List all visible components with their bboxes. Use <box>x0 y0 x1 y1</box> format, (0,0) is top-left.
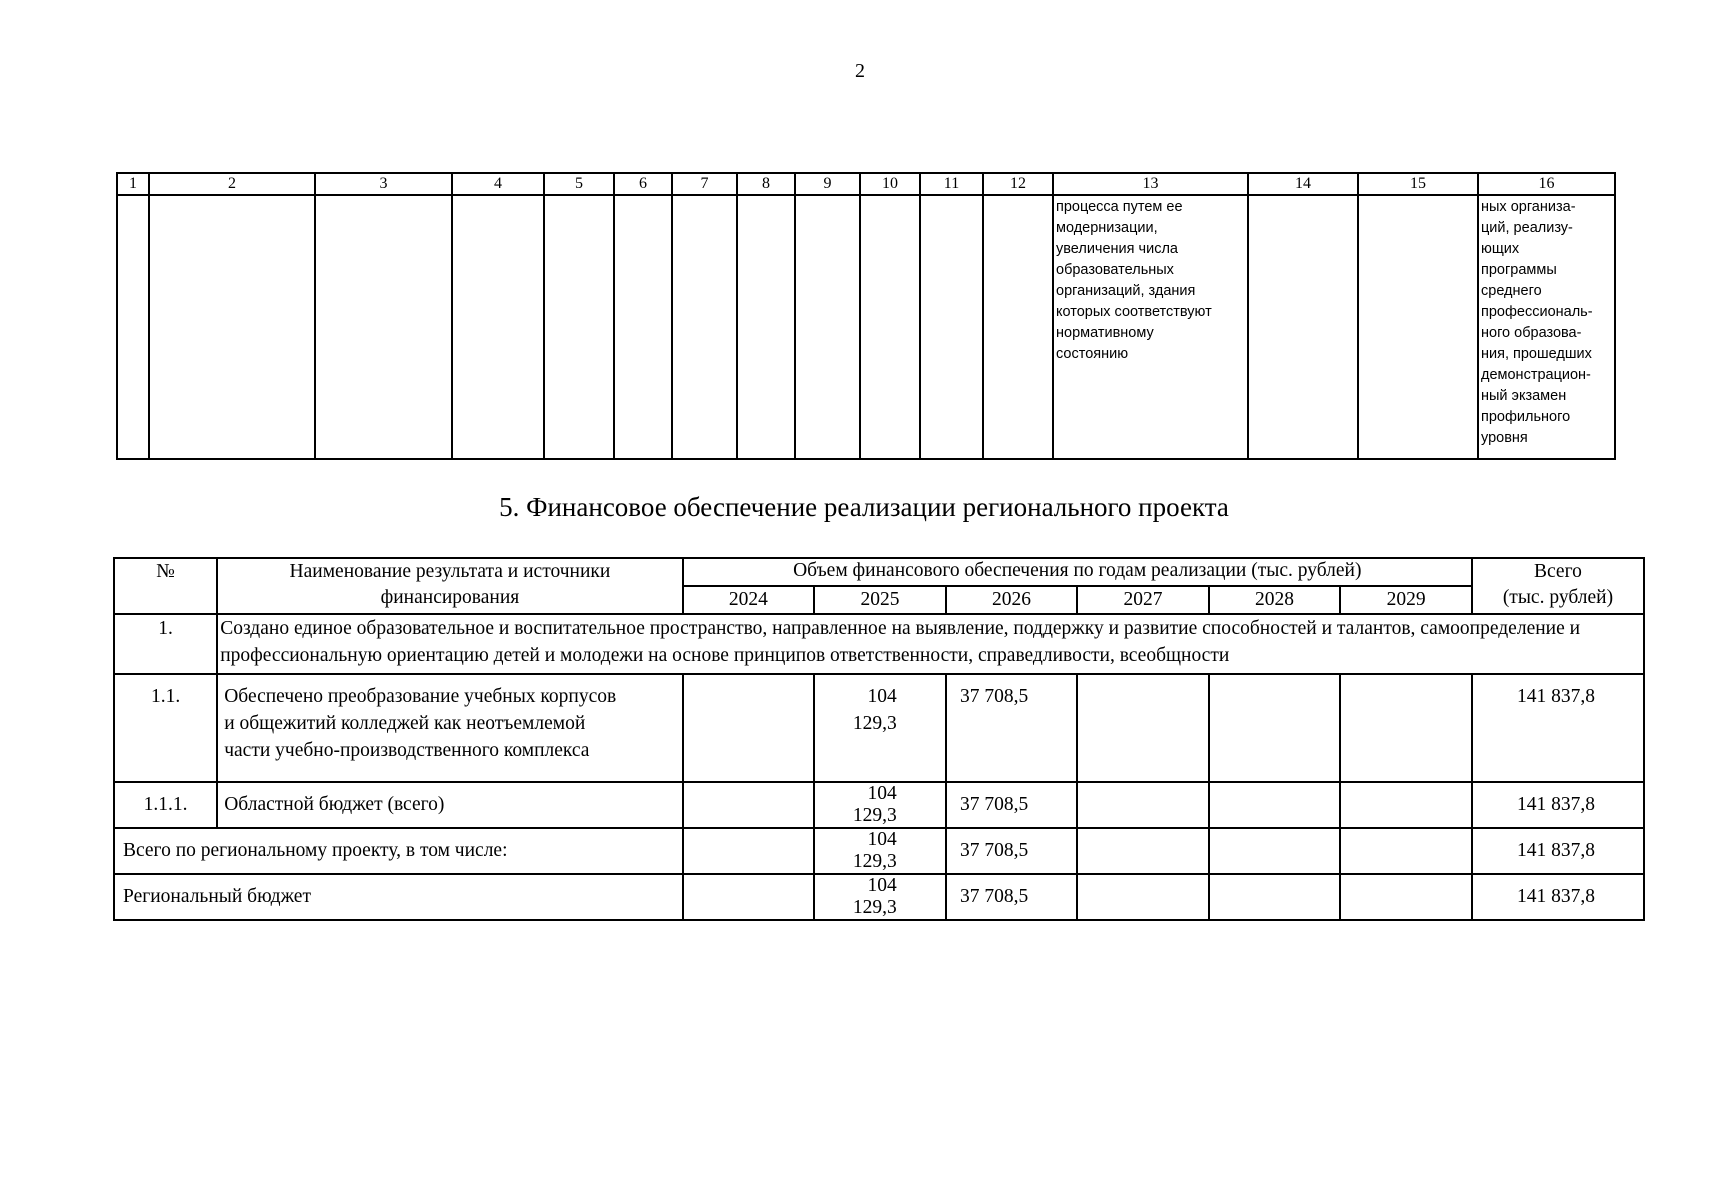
regional-row <box>114 874 1644 920</box>
year-header: 2029 <box>1340 586 1472 614</box>
value-cell <box>1340 828 1472 874</box>
table-row <box>114 674 1644 782</box>
row-index: 1. <box>114 614 217 674</box>
empty-cell <box>117 195 149 459</box>
value-cell: 37 708,5 <box>946 674 1078 782</box>
column-number: 1 <box>117 173 149 195</box>
total-cell: 141 837,8 <box>1472 874 1644 920</box>
column-number-row <box>117 173 1615 195</box>
total-cell: 141 837,8 <box>1472 828 1644 874</box>
header-total-line1: Всего <box>1534 561 1582 582</box>
value-cell: 104 129,3 <box>814 674 946 782</box>
row-name: Областной бюджет (всего) <box>217 782 682 828</box>
empty-cell <box>544 195 614 459</box>
column-number: 5 <box>544 173 614 195</box>
empty-cell <box>983 195 1053 459</box>
value-cell <box>683 674 815 782</box>
column-number: 15 <box>1358 173 1478 195</box>
empty-cell <box>452 195 544 459</box>
value-cell: 104 129,3 <box>814 874 946 920</box>
column-number: 11 <box>920 173 983 195</box>
header-total-line2: (тыс. рублей) <box>1502 587 1614 608</box>
value-cell <box>683 782 815 828</box>
empty-cell <box>672 195 737 459</box>
column-number: 6 <box>614 173 672 195</box>
col13-text: процесса путем ее модернизации, увеличения числа образовательных организаций, здания которых соответствуют нормативному состоянию <box>1056 199 1212 362</box>
section-title: 5. Финансовое обеспечение реализации регионального проекта <box>499 492 1229 522</box>
empty-cell <box>1248 195 1358 459</box>
value-cell <box>1209 674 1341 782</box>
column-number: 2 <box>149 173 315 195</box>
empty-cell <box>315 195 452 459</box>
empty-cell <box>1358 195 1478 459</box>
col13-cell <box>1053 195 1248 459</box>
empty-cell <box>737 195 795 459</box>
header-name <box>217 558 682 614</box>
column-number: 3 <box>315 173 452 195</box>
section-text: Создано единое образовательное и воспитательное пространство, направленное на выявление, поддержку и развитие способностей и талантов, самоопределение и профессиональную ориентацию детей и молодежи на основе принципов ответственности, справедливости, всеобщности <box>217 614 1644 674</box>
table-row <box>114 782 1644 828</box>
row-index: 1.1. <box>114 674 217 782</box>
column-number: 16 <box>1478 173 1615 195</box>
value-cell <box>683 828 815 874</box>
value-cell <box>1209 874 1341 920</box>
value-cell <box>1209 782 1341 828</box>
header-volume: Объем финансового обеспечения по годам реализации (тыс. рублей) <box>683 558 1472 586</box>
empty-cell <box>149 195 315 459</box>
value-cell <box>1077 874 1209 920</box>
col16-text: ных организа- ций, реализу- ющих программы среднего профессиональ- ного образова- ния, прошедших демонстрацион- ный экзамен профильного уровня <box>1481 199 1593 446</box>
total-cell: 141 837,8 <box>1472 674 1644 782</box>
col16-cell <box>1478 195 1615 459</box>
year-header: 2026 <box>946 586 1078 614</box>
value-cell <box>683 874 815 920</box>
total-row-label: Всего по региональному проекту, в том числе: <box>114 828 683 874</box>
header-name-line2: финансирования <box>380 587 520 608</box>
value-cell <box>1077 782 1209 828</box>
year-header: 2027 <box>1077 586 1209 614</box>
column-number: 14 <box>1248 173 1358 195</box>
section-row <box>114 614 1644 674</box>
value-cell: 104 129,3 <box>814 782 946 828</box>
continuation-body-row <box>117 195 1615 459</box>
row-name: Обеспечено преобразование учебных корпусов и общежитий колледжей как неотъемлемой части учебно-производственного комплекса <box>217 674 682 782</box>
column-number: 9 <box>795 173 860 195</box>
header-row <box>114 558 1644 586</box>
year-header: 2025 <box>814 586 946 614</box>
header-name-line1: Наименование результата и источники <box>289 561 611 582</box>
value-cell <box>1077 828 1209 874</box>
regional-row-label: Региональный бюджет <box>114 874 683 920</box>
column-number: 4 <box>452 173 544 195</box>
value-cell: 37 708,5 <box>946 874 1078 920</box>
column-number: 7 <box>672 173 737 195</box>
year-header: 2028 <box>1209 586 1341 614</box>
continuation-table <box>116 172 1616 460</box>
total-row <box>114 828 1644 874</box>
value-cell: 104 129,3 <box>814 828 946 874</box>
empty-cell <box>920 195 983 459</box>
empty-cell <box>614 195 672 459</box>
value-cell <box>1209 828 1341 874</box>
value-cell <box>1340 782 1472 828</box>
value-cell <box>1340 874 1472 920</box>
page-number: 2 <box>855 60 865 82</box>
column-number: 10 <box>860 173 920 195</box>
value-cell <box>1077 674 1209 782</box>
column-number: 13 <box>1053 173 1248 195</box>
column-number: 8 <box>737 173 795 195</box>
total-cell: 141 837,8 <box>1472 782 1644 828</box>
empty-cell <box>795 195 860 459</box>
finance-table <box>113 557 1645 921</box>
value-cell <box>1340 674 1472 782</box>
header-total <box>1472 558 1644 614</box>
value-cell: 37 708,5 <box>946 828 1078 874</box>
year-header: 2024 <box>683 586 815 614</box>
empty-cell <box>860 195 920 459</box>
row-index: 1.1.1. <box>114 782 217 828</box>
value-cell: 37 708,5 <box>946 782 1078 828</box>
header-number: № <box>114 558 217 614</box>
column-number: 12 <box>983 173 1053 195</box>
